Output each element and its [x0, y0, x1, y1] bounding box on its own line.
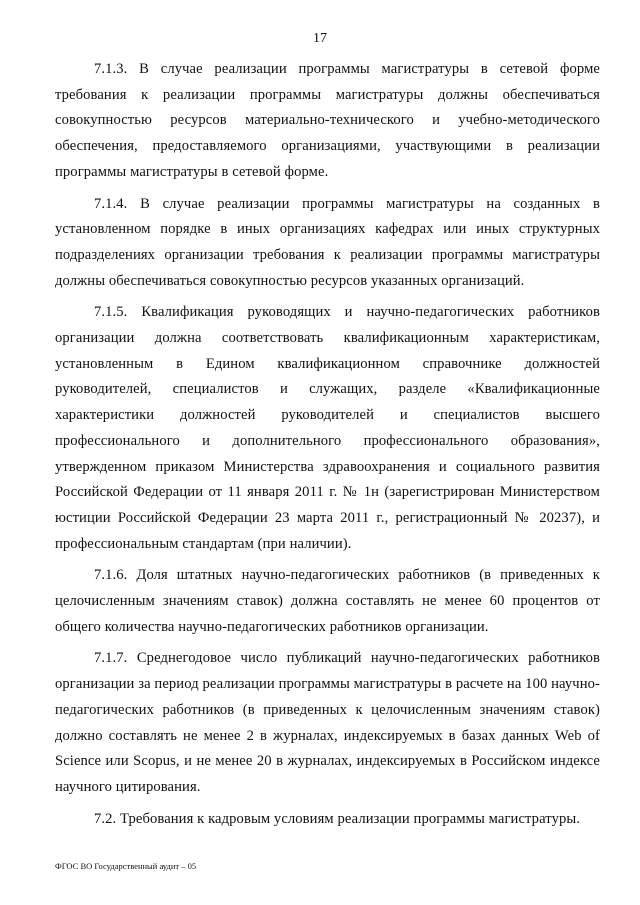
paragraph-7-1-4: 7.1.4. В случае реализации программы магистратуры на созданных в установленном порядке в иных организациях кафедрах или иных структурных подразделениях организации требования к реализации программы магистратуры должны обеспечиваться совокупностью ресурсов указанных организаций.: [55, 195, 600, 289]
paragraph-7-1-5: 7.1.5. Квалификация руководящих и научно-педагогических работников организации должна соответствовать квалификационным характеристикам, установленным в Едином квалификационном справочнике должностей руководителей, специалистов и служащих, разделе «Квалификационные характеристики должностей руководителей и специалистов высшего профессионального и дополнительного профессионального образования», утвержденном приказом Министерства здравоохранения и социального развития Российской Федерации от 11 января 2011 г. № 1н (зарегистрирован Министерством юстиции Российской Федерации 23 марта 2011 г., регистрационный № 20237), и профессиональным стандартам (при наличии).: [55, 304, 600, 552]
page-number: 17: [313, 31, 327, 46]
paragraph-7-2: 7.2. Требования к кадровым условиям реализации программы магистратуры.: [94, 810, 581, 827]
paragraph-7-1-6: 7.1.6. Доля штатных научно-педагогических работников (в приведенных к целочисленным значениям ставок) должна составлять не менее 60 процентов от общего количества научно-педагогических работников организации.: [55, 567, 600, 635]
document-body: [55, 57, 600, 838]
paragraph-7-1-3: 7.1.3. В случае реализации программы магистратуры в сетевой форме требования к реализации программы магистратуры должны обеспечиваться совокупностью ресурсов материально-технического и учебно-методического обеспечения, предоставляемого организациями, участвующими в реализации программы магистратуры в сетевой форме.: [55, 61, 600, 180]
paragraph-7-1-7: 7.1.7. Среднегодовое число публикаций научно-педагогических работников организации за период реализации программы магистратуры в расчете на 100 научно-педагогических работников (в приведенных к целочисленным значениям ставок) должно составлять не менее 2 в журналах, индексируемых в базах данных Web of Science или Scopus, и не менее 20 в журналах, индексируемых в Российском индексе научного цитирования.: [55, 650, 600, 795]
page-footer: ФГОС ВО Государственный аудит – 05: [55, 861, 197, 871]
